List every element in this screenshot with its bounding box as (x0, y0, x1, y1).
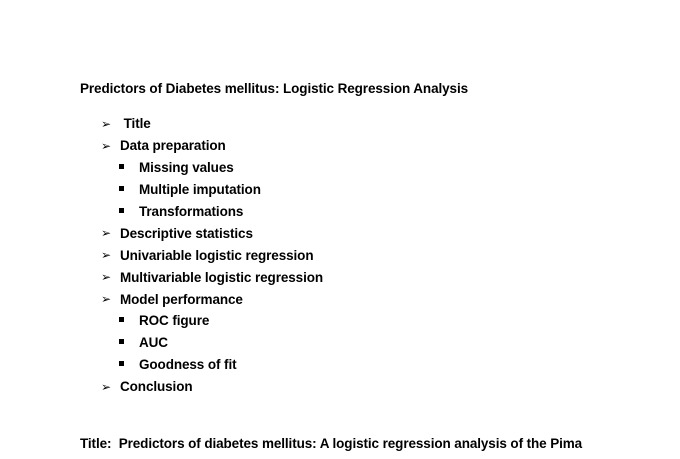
outline-item-text: ROC figure (139, 313, 210, 329)
outline-item-text: AUC (139, 335, 168, 351)
arrow-bullet-icon: ➢ (101, 292, 111, 307)
outline-item (101, 266, 323, 288)
outline-item-text: Descriptive statistics (120, 225, 253, 241)
outline-item (101, 222, 323, 244)
outline-list (101, 113, 323, 398)
outline-subitem (101, 310, 323, 332)
arrow-bullet-icon: ➢ (101, 138, 111, 153)
outline-item (101, 244, 323, 266)
square-bullet-icon (119, 339, 124, 344)
square-bullet-icon (119, 361, 124, 366)
square-bullet-icon (119, 164, 124, 169)
outline-subitem (101, 354, 323, 376)
square-bullet-icon (119, 317, 124, 322)
outline-subitem (101, 157, 323, 179)
arrow-bullet-icon: ➢ (101, 226, 111, 241)
outline-item-text: Goodness of fit (139, 357, 237, 373)
outline-item-text: Univariable logistic regression (120, 247, 314, 263)
outline-subitem (101, 179, 323, 201)
outline-item (101, 376, 323, 398)
outline-item-text: Multiple imputation (139, 182, 261, 198)
document-title-line: Title: Predictors of diabetes mellitus: A logistic regression analysis of the Pima (80, 436, 583, 451)
square-bullet-icon (119, 186, 124, 191)
outline-item (101, 135, 323, 157)
outline-item-text: Data preparation (120, 138, 226, 154)
arrow-bullet-icon: ➢ (101, 270, 111, 285)
square-bullet-icon (119, 208, 124, 213)
outline-item-text: Transformations (139, 204, 244, 219)
outline-item-text: Multivariable logistic regression (120, 269, 324, 285)
arrow-bullet-icon: ➢ (101, 248, 111, 263)
outline-item-text: Conclusion (120, 379, 193, 395)
outline-item-text: Missing values (139, 160, 234, 176)
outline-subitem (101, 332, 323, 354)
outline-item (101, 288, 323, 310)
arrow-bullet-icon: ➢ (101, 379, 111, 394)
outline-item (101, 113, 323, 135)
outline-subitem (101, 201, 323, 223)
document-heading: Predictors of Diabetes mellitus: Logistic Regression Analysis (80, 81, 469, 96)
outline-item-text: Model performance (120, 291, 243, 307)
outline-item-text: Title (120, 116, 151, 132)
arrow-bullet-icon: ➢ (101, 116, 111, 131)
